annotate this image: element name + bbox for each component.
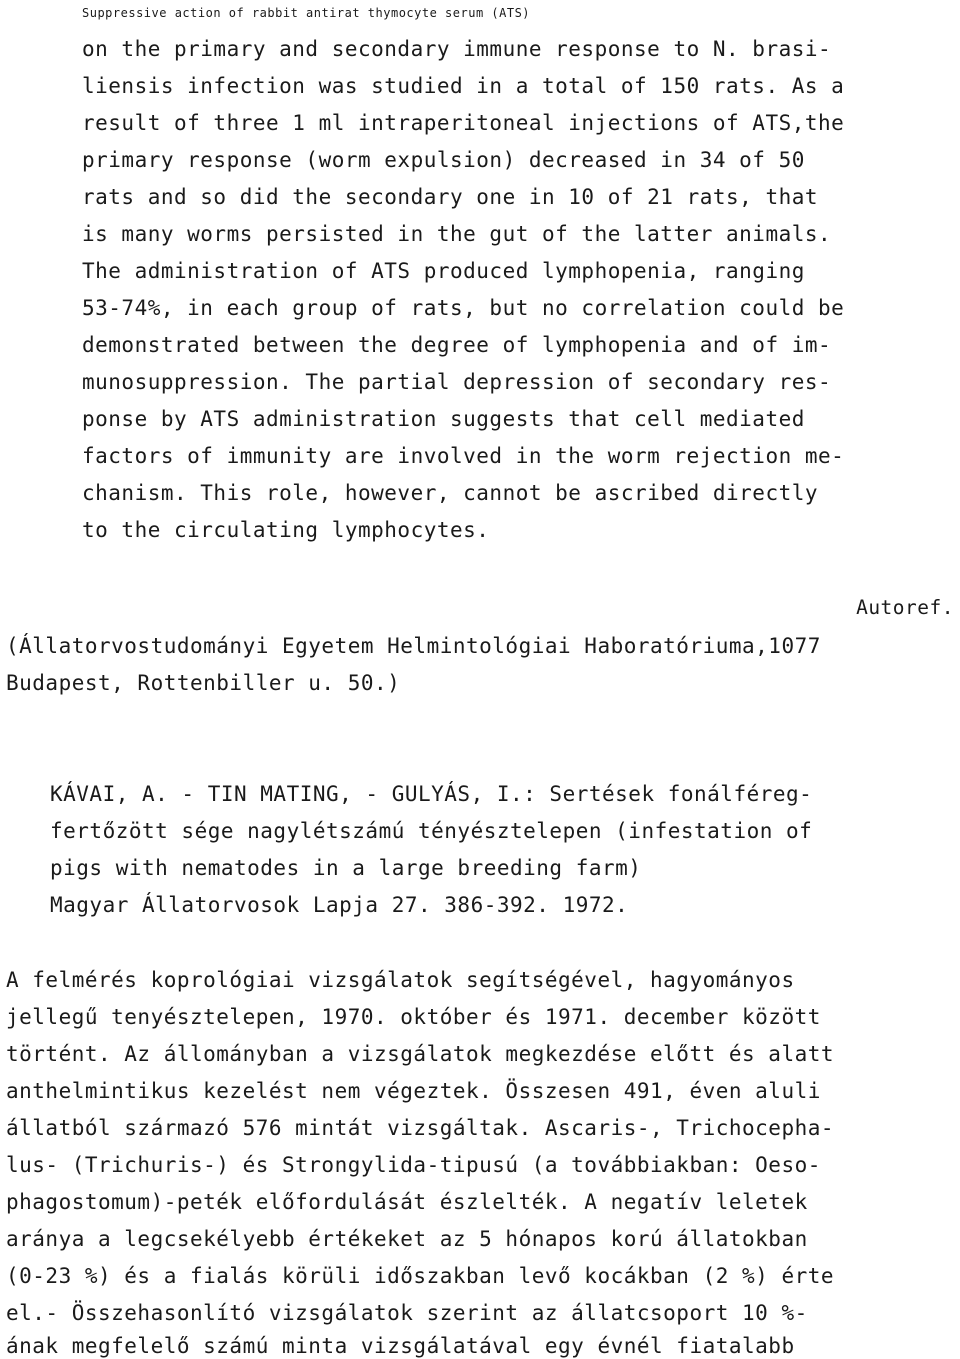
abstract-line: ponse by ATS administration suggests that cell mediated bbox=[82, 407, 805, 431]
abstract-line: phagostomum)-peték előfordulását észlelték. A negatív leletek bbox=[6, 1190, 808, 1214]
reference-line: pigs with nematodes in a large breeding farm) bbox=[50, 856, 642, 880]
abstract-line: történt. Az állományban a vizsgálatok megkezdése előtt és alatt bbox=[6, 1042, 835, 1066]
abstract-line: to the circulating lymphocytes. bbox=[82, 518, 490, 542]
abstract-line: demonstrated between the degree of lymphopenia and of im- bbox=[82, 333, 832, 357]
reference-line: fertőzött sége nagylétszámú tényésztelepen (infestation of bbox=[50, 819, 813, 843]
abstract-line: állatból származó 576 mintát vizsgáltak. Ascaris-, Trichocepha- bbox=[6, 1116, 835, 1140]
abstract-line: factors of immunity are involved in the worm rejection me- bbox=[82, 444, 845, 468]
reference-line: Magyar Állatorvosok Lapja 27. 386-392. 1972. bbox=[50, 893, 629, 917]
abstract-line: (0-23 %) és a fialás körüli időszakban levő kocákban (2 %) érte bbox=[6, 1264, 835, 1288]
abstract-line: el.- Összehasonlító vizsgálatok szerint az állatcsoport 10 %- bbox=[6, 1301, 808, 1325]
abstract-line: The administration of ATS produced lymphopenia, ranging bbox=[82, 259, 805, 283]
reference-line: KÁVAI, A. - TIN MATING, - GULYÁS, I.: Sertések fonálféreg- bbox=[50, 782, 813, 806]
abstract-line: primary response (worm expulsion) decreased in 34 of 50 bbox=[82, 148, 805, 172]
abstract-line: aránya a legcsekélyebb értékeket az 5 hónapos korú állatokban bbox=[6, 1227, 808, 1251]
abstract-line: ának megfelelő számú minta vizsgálatával egy évnél fiatalabb bbox=[6, 1334, 795, 1358]
abstract-line: on the primary and secondary immune response to N. brasi- bbox=[82, 37, 832, 61]
abstract-line: rats and so did the secondary one in 10 of 21 rats, that bbox=[82, 185, 819, 209]
abstract-line: jellegű tenyésztelepen, 1970. október és 1971. december között bbox=[6, 1005, 821, 1029]
autoref-signature: Autoref. bbox=[856, 596, 954, 619]
affiliation-line: (Állatorvostudományi Egyetem Helmintológiai Haboratóriuma,1077 bbox=[6, 634, 821, 658]
abstract-line: chanism. This role, however, cannot be ascribed directly bbox=[82, 481, 819, 505]
abstract-line: anthelmintikus kezelést nem végeztek. Összesen 491, éven aluli bbox=[6, 1079, 821, 1103]
abstract-line: Suppressive action of rabbit antirat thymocyte serum (ATS) bbox=[82, 6, 531, 20]
abstract-line: liensis infection was studied in a total of 150 rats. As a bbox=[82, 74, 845, 98]
abstract-line: result of three 1 ml intraperitoneal injections of ATS,the bbox=[82, 111, 845, 135]
abstract-line: A felmérés koprológiai vizsgálatok segítségével, hagyományos bbox=[6, 968, 795, 992]
abstract-line: 53-74%, in each group of rats, but no correlation could be bbox=[82, 296, 845, 320]
abstract-line: lus- (Trichuris-) és Strongylida-tipusú (a továbbiakban: Oeso- bbox=[6, 1153, 821, 1177]
affiliation-line: Budapest, Rottenbiller u. 50.) bbox=[6, 671, 401, 695]
abstract-line: is many worms persisted in the gut of the latter animals. bbox=[82, 222, 832, 246]
abstract-line: munosuppression. The partial depression of secondary res- bbox=[82, 370, 832, 394]
